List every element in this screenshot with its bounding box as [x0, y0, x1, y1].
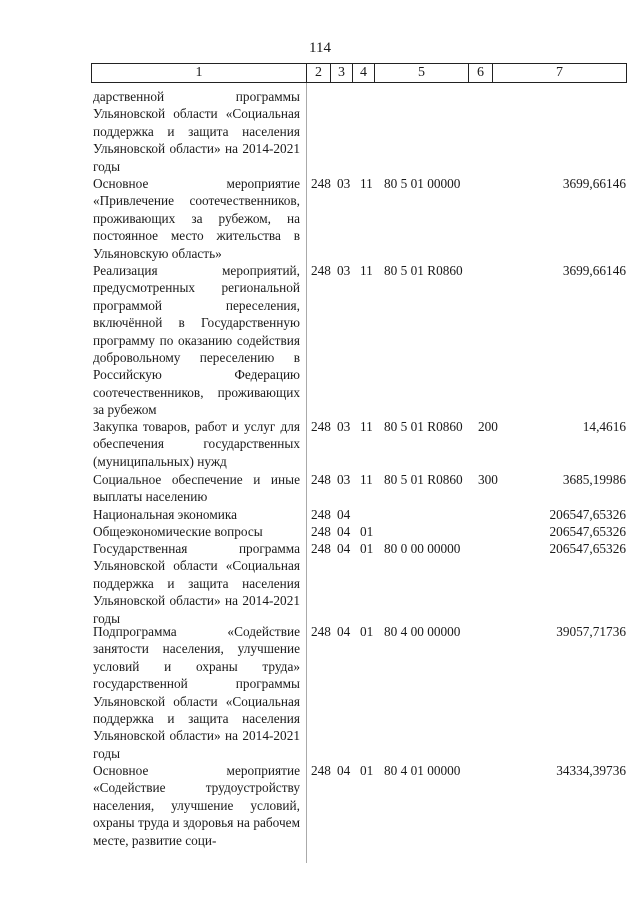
header-col-4: 4 — [352, 64, 374, 82]
row-ministry: 248 — [311, 507, 331, 522]
row-name: Общеэкономические вопросы — [93, 524, 263, 539]
row-section: 04 — [337, 763, 351, 778]
row-section: 03 — [337, 263, 351, 278]
row-target-article: 80 5 01 00000 — [384, 176, 461, 191]
row-section: 04 — [337, 524, 351, 539]
row-subsection: 01 — [360, 524, 374, 539]
row-amount: 3699,66146 — [562, 176, 626, 191]
header-col-2: 2 — [306, 64, 330, 82]
row-target-article: 80 5 01 R0860 — [384, 419, 463, 434]
row-name: Реализация мероприятий, предусмотренных региональной программой переселения, включённой в Государственную программу по оказанию содействия добровольному переселению в Российскую Федерацию соотечественников, проживающих за рубежом — [93, 263, 300, 418]
row-section: 03 — [337, 176, 351, 191]
row-amount: 206547,65326 — [549, 541, 626, 556]
row-section: 03 — [337, 472, 351, 487]
row-target-article: 80 4 01 00000 — [384, 763, 461, 778]
row-name: Национальная экономика — [93, 507, 238, 522]
row-ministry: 248 — [311, 263, 331, 278]
row-ministry: 248 — [311, 176, 331, 191]
header-col-1: 1 — [195, 65, 203, 80]
header-col-6: 6 — [468, 64, 492, 82]
row-section: 04 — [337, 507, 351, 522]
row-subsection: 11 — [360, 472, 373, 487]
row-expense-type: 300 — [478, 472, 498, 487]
row-amount: 206547,65326 — [549, 524, 626, 539]
row-amount: 3685,19986 — [562, 472, 626, 487]
row-name: Закупка товаров, работ и услуг для обеспечения государственных (муниципальных) нужд — [93, 419, 300, 469]
row-ministry: 248 — [311, 541, 331, 556]
row-expense-type: 200 — [478, 419, 498, 434]
row-subsection: 11 — [360, 263, 373, 278]
row-subsection: 01 — [360, 624, 374, 639]
table-header — [91, 63, 627, 83]
row-name: Подпрограмма «Содействие занятости населения, улучшение условий и охраны труда» государственной программы Ульяновской области «Социальная поддержка и защита населения Ульяновской области» на 2014-2021 годы — [93, 624, 300, 761]
row-ministry: 248 — [311, 763, 331, 778]
row-name: Социальное обеспечение и иные выплаты населению — [93, 472, 300, 505]
row-amount: 14,4616 — [582, 419, 626, 434]
row-subsection: 11 — [360, 419, 373, 434]
row-subsection: 11 — [360, 176, 373, 191]
row-name: Основное мероприятие «Привлечение соотечественников, проживающих за рубежом, на постоянное место жительства в Ульяновскую область» — [93, 176, 300, 261]
row-ministry: 248 — [311, 524, 331, 539]
row-target-article: 80 5 01 R0860 — [384, 472, 463, 487]
row-ministry: 248 — [311, 472, 331, 487]
page-number: 114 — [309, 40, 331, 56]
row-name: Государственная программа Ульяновской области «Социальная поддержка и защита населения Ульяновской области» на 2014-2021 годы — [93, 541, 300, 626]
row-amount: 34334,39736 — [556, 763, 626, 778]
row-amount: 39057,71736 — [556, 624, 626, 639]
row-ministry: 248 — [311, 624, 331, 639]
row-section: 03 — [337, 419, 351, 434]
header-col-7: 7 — [492, 64, 626, 82]
row-amount: 206547,65326 — [549, 507, 626, 522]
row-name: Основное мероприятие «Содействие трудоустройству населения, улучшение условий, охраны труда и здоровья на рабочем месте, развитие соци- — [93, 763, 300, 848]
row-amount: 3699,66146 — [562, 263, 626, 278]
row-section: 04 — [337, 541, 351, 556]
row-subsection: 01 — [360, 541, 374, 556]
row-subsection: 01 — [360, 763, 374, 778]
header-col-5: 5 — [374, 64, 468, 82]
row-target-article: 80 0 00 00000 — [384, 541, 461, 556]
row-ministry: 248 — [311, 419, 331, 434]
row-name: дарственной программы Ульяновской области «Социальная поддержка и защита населения Ульяновской области» на 2014-2021 годы — [93, 89, 300, 174]
row-target-article: 80 4 00 00000 — [384, 624, 461, 639]
header-col-3: 3 — [330, 64, 352, 82]
row-target-article: 80 5 01 R0860 — [384, 263, 463, 278]
column-divider — [306, 83, 307, 863]
row-section: 04 — [337, 624, 351, 639]
